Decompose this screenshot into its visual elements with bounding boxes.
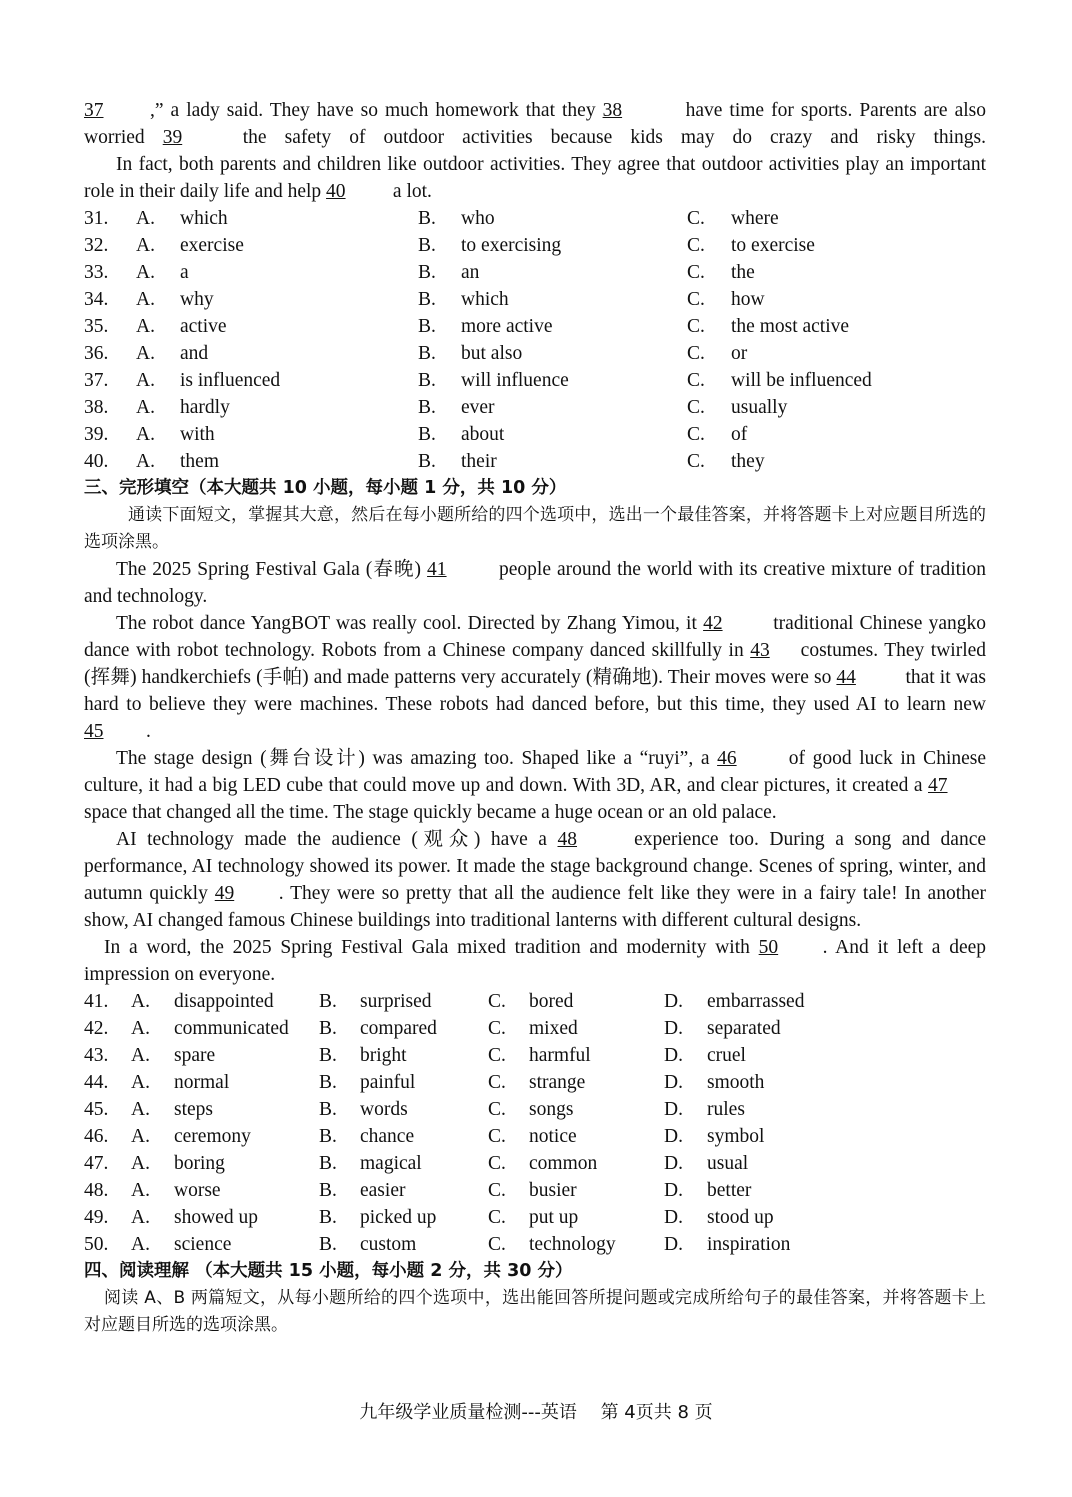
option-b-letter: B. (418, 208, 436, 229)
option-a-letter: A. (131, 1018, 150, 1039)
question-number: 41. (84, 991, 109, 1012)
option-b-text: words (360, 1099, 408, 1120)
question-number: 43. (84, 1045, 109, 1066)
option-c-text: to exercise (731, 235, 815, 256)
option-a-letter: A. (131, 1126, 150, 1147)
option-a-text: them (180, 451, 219, 472)
option-c-text: common (529, 1153, 598, 1174)
p2-text-3: costumes. They twirled (挥舞) handkerchiefs (手帕) and made patterns very accurately (精确地). Their moves were so (84, 640, 987, 688)
option-b-text: about (461, 424, 505, 445)
p2-text-1: The robot dance YangBOT was really cool. Directed by Zhang Yimou, it (116, 613, 697, 634)
passage-conclusion (84, 151, 986, 205)
option-c-text: the (731, 262, 755, 283)
option-a-text: and (180, 343, 209, 364)
option-c-letter: C. (687, 289, 705, 310)
option-a-letter: A. (131, 1099, 150, 1120)
option-row (84, 1177, 986, 1204)
option-a-letter: A. (131, 1072, 150, 1093)
option-a-letter: A. (136, 316, 155, 337)
option-b-text: picked up (360, 1207, 437, 1228)
blank-49: 49 (214, 883, 235, 904)
blank-43: 43 (750, 640, 770, 661)
intro-text-3: also worried (84, 100, 986, 148)
cloze-paragraph-3 (84, 745, 986, 826)
option-b-letter: B. (319, 1045, 337, 1066)
option-d-text: rules (707, 1099, 745, 1120)
section2-options (84, 205, 986, 475)
option-a-text: hardly (180, 397, 230, 418)
option-b-text: more active (461, 316, 553, 337)
option-b-letter: B. (319, 991, 337, 1012)
p2-text-5: . (146, 721, 151, 742)
option-b-text: easier (360, 1180, 406, 1201)
intro-text-2: have time for sports. Parents are (685, 100, 948, 121)
option-b-letter: B. (418, 424, 436, 445)
question-number: 32. (84, 235, 109, 256)
option-a-text: is influenced (180, 370, 281, 391)
blank-39: 39 (162, 127, 183, 148)
option-a-text: which (180, 208, 228, 229)
option-c-letter: C. (687, 208, 705, 229)
section3-instruction: 通读下面短文，掌握其大意，然后在每小题所给的四个选项中，选出一个最佳答案，并将答题卡上对应题目所选的选项涂黑。 (84, 505, 986, 552)
option-c-text: bored (529, 991, 574, 1012)
option-b-text: bright (360, 1045, 407, 1066)
p3-text-2: of good luck in Chinese culture, it had a big LED cube that could move up and down. With 3D, AR, and clear pictures, it created a (84, 748, 987, 796)
option-a-text: worse (174, 1180, 221, 1201)
option-a-letter: A. (136, 235, 155, 256)
option-a-letter: A. (136, 397, 155, 418)
section3-options (84, 988, 986, 1258)
section4-heading: 四、阅读理解 （本大题共 15 小题，每小题 2 分，共 30 分） (84, 1261, 573, 1281)
option-b-text: custom (360, 1234, 417, 1255)
blank-42: 42 (703, 613, 723, 634)
question-number: 33. (84, 262, 109, 283)
option-a-text: spare (174, 1045, 216, 1066)
p3-text-1: The stage design (舞台设计) was amazing too. Shaped like a “ruyi”, a (116, 748, 710, 769)
question-number: 31. (84, 208, 109, 229)
blank-47: 47 (928, 775, 948, 796)
option-d-letter: D. (664, 1234, 683, 1255)
option-c-letter: C. (687, 343, 705, 364)
option-c-text: will be influenced (731, 370, 872, 391)
option-c-letter: C. (687, 424, 705, 445)
intro-paragraph-2-end: a lot. (392, 181, 432, 202)
option-a-letter: A. (136, 451, 155, 472)
question-number: 39. (84, 424, 109, 445)
p5-text-2: . And it left a deep impression on everyone. (84, 937, 987, 985)
option-a-letter: A. (131, 1180, 150, 1201)
option-a-letter: A. (131, 991, 150, 1012)
option-c-letter: C. (488, 1126, 506, 1147)
option-a-text: why (180, 289, 214, 310)
option-b-text: to exercising (461, 235, 562, 256)
intro-text-1: ,” a lady said. They have so much homework that they (150, 100, 596, 121)
cloze-paragraph-2 (84, 610, 986, 745)
option-b-text: who (461, 208, 495, 229)
option-a-text: a (180, 262, 189, 283)
option-c-letter: C. (687, 451, 705, 472)
option-b-text: magical (360, 1153, 422, 1174)
p2-text-4: that it was hard to believe they were machines. These robots had danced before, but this time, they used AI to learn new (84, 667, 987, 715)
option-c-letter: C. (488, 1153, 506, 1174)
option-d-letter: D. (664, 1072, 683, 1093)
option-c-text: busier (529, 1180, 577, 1201)
blank-41: 41 (427, 559, 447, 580)
option-row (84, 1231, 986, 1258)
option-b-text: chance (360, 1126, 415, 1147)
option-b-letter: B. (319, 1072, 337, 1093)
option-a-letter: A. (136, 262, 155, 283)
option-c-letter: C. (488, 1180, 506, 1201)
intro-text-4: the safety of outdoor activities because kids may do crazy and risky things. (242, 127, 987, 148)
option-a-text: disappointed (174, 991, 274, 1012)
option-c-letter: C. (687, 235, 705, 256)
option-b-letter: B. (319, 1180, 337, 1201)
option-d-letter: D. (664, 1126, 683, 1147)
option-a-text: boring (174, 1153, 225, 1174)
option-b-letter: B. (418, 289, 436, 310)
option-b-letter: B. (418, 397, 436, 418)
option-a-letter: A. (136, 370, 155, 391)
option-row (84, 205, 986, 232)
question-number: 44. (84, 1072, 109, 1093)
option-b-letter: B. (418, 343, 436, 364)
option-c-letter: C. (488, 1072, 506, 1093)
option-b-text: compared (360, 1018, 437, 1039)
option-b-text: ever (461, 397, 495, 418)
option-b-text: painful (360, 1072, 416, 1093)
option-b-letter: B. (319, 1153, 337, 1174)
option-d-letter: D. (664, 1018, 683, 1039)
blank-50: 50 (758, 937, 779, 958)
blank-37: 37 (84, 100, 104, 121)
intro-paragraph-2: In fact, both parents and children like outdoor activities. They agree that outdoor activities play an important role in their daily life and help (84, 154, 986, 202)
p2-text-2: traditional Chinese yangko dance with robot technology. Robots from a Chinese company danced skillfully in (84, 613, 987, 661)
option-c-text: harmful (529, 1045, 591, 1066)
option-c-letter: C. (687, 397, 705, 418)
option-c-letter: C. (687, 370, 705, 391)
option-b-text: their (461, 451, 497, 472)
option-b-letter: B. (319, 1018, 337, 1039)
p4-text-3: . They were so pretty that all the audience felt like they were in a fairy tale! In another show, AI changed famous Chinese buildings into traditional lanterns with different cultural designs. (84, 883, 987, 931)
option-b-letter: B. (418, 262, 436, 283)
option-c-letter: C. (488, 1234, 506, 1255)
option-a-letter: A. (136, 208, 155, 229)
option-a-text: exercise (180, 235, 244, 256)
option-d-text: better (707, 1180, 752, 1201)
option-d-text: separated (707, 1018, 781, 1039)
blank-45: 45 (84, 721, 104, 742)
option-a-letter: A. (131, 1153, 150, 1174)
p4-text-1: AI technology made the audience (观众) have a (116, 829, 547, 850)
p4-text-2: experience too. During a song and dance performance, AI technology showed its power. It made the stage background change. Scenes of spring, winter, and autumn quickly (84, 829, 987, 904)
question-number: 49. (84, 1207, 109, 1228)
blank-40: 40 (326, 181, 346, 202)
option-d-letter: D. (664, 991, 683, 1012)
option-a-text: steps (174, 1099, 213, 1120)
option-b-letter: B. (418, 235, 436, 256)
question-number: 38. (84, 397, 109, 418)
question-number: 47. (84, 1153, 109, 1174)
cloze-paragraph-1 (84, 556, 986, 610)
question-number: 35. (84, 316, 109, 337)
option-row (84, 448, 986, 475)
option-row (84, 1096, 986, 1123)
option-a-text: normal (174, 1072, 230, 1093)
option-d-letter: D. (664, 1099, 683, 1120)
option-row (84, 1150, 986, 1177)
option-row (84, 421, 986, 448)
section3-heading: 三、完形填空（本大题共 10 小题，每小题 1 分，共 10 分） (84, 478, 567, 498)
option-d-letter: D. (664, 1180, 683, 1201)
option-row (84, 1042, 986, 1069)
option-row (84, 313, 986, 340)
option-c-text: or (731, 343, 748, 364)
option-d-letter: D. (664, 1045, 683, 1066)
option-a-letter: A. (136, 424, 155, 445)
option-c-letter: C. (488, 1045, 506, 1066)
option-c-letter: C. (488, 991, 506, 1012)
option-c-letter: C. (687, 316, 705, 337)
option-c-letter: C. (488, 1207, 506, 1228)
question-number: 46. (84, 1126, 109, 1147)
page-footer: 九年级学业质量检测---英语 第 4页共 8 页 (359, 1402, 713, 1423)
option-b-text: which (461, 289, 509, 310)
option-row (84, 1015, 986, 1042)
option-a-text: communicated (174, 1018, 289, 1039)
cloze-paragraph-4 (84, 826, 986, 934)
option-row (84, 1123, 986, 1150)
option-c-text: of (731, 424, 748, 445)
blank-48: 48 (557, 829, 578, 850)
option-a-letter: A. (136, 289, 155, 310)
option-row (84, 1069, 986, 1096)
option-b-letter: B. (319, 1126, 337, 1147)
option-a-letter: A. (131, 1234, 150, 1255)
section4-instruction: 阅读 A、B 两篇短文，从每小题所给的四个选项中，选出能回答所提问题或完成所给句子的最佳答案，并将答题卡上对应题目所选的选项涂黑。 (84, 1288, 986, 1335)
option-a-text: active (180, 316, 227, 337)
passage-continuation (84, 97, 986, 151)
option-c-text: the most active (731, 316, 850, 337)
option-d-letter: D. (664, 1207, 683, 1228)
option-row (84, 367, 986, 394)
option-b-letter: B. (319, 1234, 337, 1255)
option-b-letter: B. (319, 1207, 337, 1228)
option-c-text: where (731, 208, 779, 229)
option-b-text: will influence (461, 370, 569, 391)
option-row (84, 232, 986, 259)
option-c-text: technology (529, 1234, 616, 1255)
option-c-text: songs (529, 1099, 574, 1120)
option-d-text: cruel (707, 1045, 746, 1066)
cloze-paragraph-5 (84, 934, 986, 988)
option-c-text: mixed (529, 1018, 578, 1039)
option-d-text: inspiration (707, 1234, 791, 1255)
option-b-letter: B. (418, 370, 436, 391)
option-c-text: they (731, 451, 765, 472)
option-c-text: usually (731, 397, 788, 418)
question-number: 45. (84, 1099, 109, 1120)
option-b-text: but also (461, 343, 523, 364)
p1-text-1: The 2025 Spring Festival Gala (春晚) (116, 559, 422, 580)
exam-page (84, 97, 986, 1339)
p1-text-2: people around the world with its creative mixture of tradition and technology. (84, 559, 987, 607)
question-number: 50. (84, 1234, 109, 1255)
option-c-text: put up (529, 1207, 579, 1228)
option-row (84, 394, 986, 421)
option-row (84, 988, 986, 1015)
option-a-letter: A. (136, 343, 155, 364)
option-d-text: stood up (707, 1207, 774, 1228)
option-d-text: smooth (707, 1072, 765, 1093)
question-number: 36. (84, 343, 109, 364)
option-c-text: how (731, 289, 765, 310)
p3-text-3: space that changed all the time. The stage quickly became a huge ocean or an old palace. (84, 802, 777, 823)
option-b-text: an (461, 262, 480, 283)
question-number: 48. (84, 1180, 109, 1201)
option-c-letter: C. (488, 1018, 506, 1039)
question-number: 34. (84, 289, 109, 310)
question-number: 42. (84, 1018, 109, 1039)
option-row (84, 259, 986, 286)
option-row (84, 340, 986, 367)
option-a-text: ceremony (174, 1126, 251, 1147)
option-c-text: notice (529, 1126, 577, 1147)
option-d-text: symbol (707, 1126, 765, 1147)
option-a-letter: A. (131, 1045, 150, 1066)
option-b-letter: B. (418, 316, 436, 337)
option-a-text: with (180, 424, 215, 445)
option-b-text: surprised (360, 991, 432, 1012)
option-b-letter: B. (418, 451, 436, 472)
option-c-letter: C. (488, 1099, 506, 1120)
option-d-text: embarrassed (707, 991, 805, 1012)
option-a-text: science (174, 1234, 232, 1255)
option-row (84, 1204, 986, 1231)
option-c-letter: C. (687, 262, 705, 283)
option-a-letter: A. (131, 1207, 150, 1228)
option-d-letter: D. (664, 1153, 683, 1174)
option-row (84, 286, 986, 313)
question-number: 37. (84, 370, 109, 391)
question-number: 40. (84, 451, 109, 472)
option-d-text: usual (707, 1153, 749, 1174)
blank-38: 38 (602, 100, 623, 121)
option-c-text: strange (529, 1072, 586, 1093)
blank-44: 44 (836, 667, 856, 688)
option-a-text: showed up (174, 1207, 258, 1228)
p5-text-1: In a word, the 2025 Spring Festival Gala mixed tradition and modernity with (104, 937, 750, 958)
blank-46: 46 (717, 748, 737, 769)
option-b-letter: B. (319, 1099, 337, 1120)
